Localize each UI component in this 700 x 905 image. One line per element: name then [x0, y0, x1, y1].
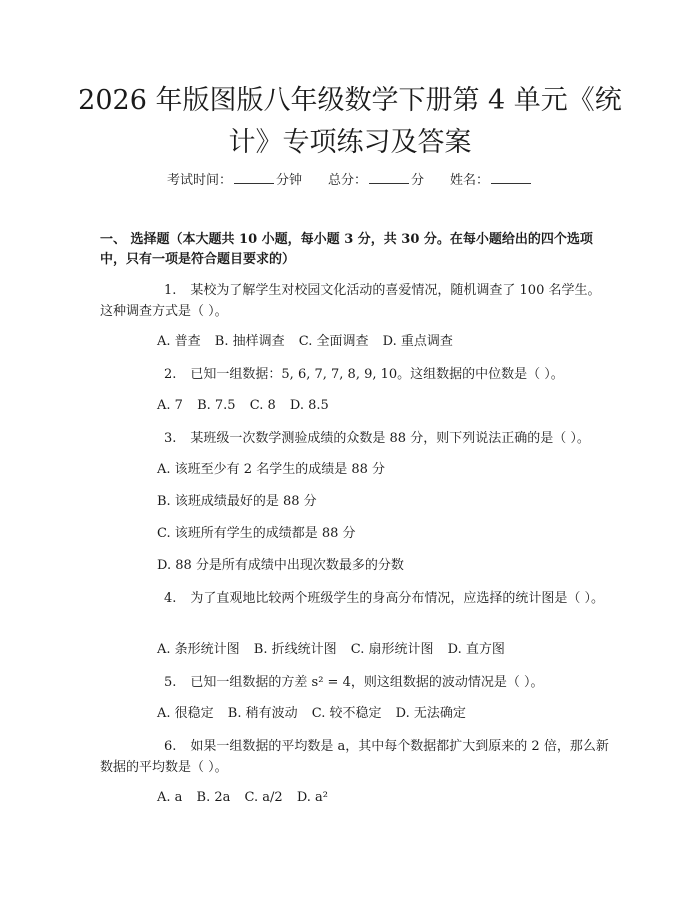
option-a: A. 很稳定	[157, 706, 214, 721]
option-a: A. 条形统计图	[157, 642, 240, 657]
question-text: 为了直观地比较两个班级学生的身高分布情况，应选择的统计图是（ ）。	[190, 591, 605, 606]
option-c: C. 8	[249, 398, 276, 413]
question-2-options	[157, 396, 617, 416]
option-a: A. a	[157, 790, 183, 805]
option-d: D. a²	[296, 790, 329, 805]
option-c: C. 扇形统计图	[350, 642, 434, 657]
score-blank	[369, 171, 409, 184]
question-3	[100, 428, 610, 449]
title-line-2: 计》专项练习及答案	[228, 127, 472, 158]
option-c: C. 较不稳定	[311, 706, 382, 721]
question-number: 5.	[164, 675, 177, 690]
question-number: 2.	[164, 367, 177, 382]
option-d: D. 8.5	[289, 398, 329, 413]
question-number: 1.	[164, 283, 177, 298]
time-unit: 分钟	[275, 173, 302, 188]
question-3-option-d: D. 88 分是所有成绩中出现次数最多的分数	[157, 558, 404, 573]
question-number: 4.	[164, 591, 177, 606]
option-b: B. 稍有波动	[227, 706, 298, 721]
question-3-option-b: B. 该班成绩最好的是 88 分	[157, 494, 317, 509]
question-4	[100, 588, 610, 609]
option-a: A. 7	[157, 398, 183, 413]
option-b: B. 折线统计图	[253, 642, 337, 657]
question-5-options	[157, 704, 617, 724]
question-2	[100, 364, 610, 385]
question-1-options	[157, 332, 617, 352]
question-4-options	[157, 640, 617, 660]
score-label: 总分：	[327, 173, 367, 188]
question-text: 某班级一次数学测验成绩的众数是 88 分，则下列说法正确的是（ ）。	[190, 431, 590, 446]
question-text: 已知一组数据：5, 6, 7, 7, 8, 9, 10。这组数据的中位数是（ ）。	[190, 367, 564, 382]
name-label: 姓名：	[450, 173, 490, 188]
question-6-options	[157, 788, 617, 808]
option-b: B. 2a	[196, 790, 231, 805]
option-a: A. 普查	[157, 334, 201, 349]
question-5	[100, 672, 610, 693]
option-b: B. 抽样调查	[214, 334, 285, 349]
time-blank	[234, 171, 274, 184]
score-unit: 分	[411, 173, 425, 188]
document-title	[60, 80, 640, 164]
question-text: 如果一组数据的平均数是 a，其中每个数据都扩大到原来的 2 倍，那么新数据的平均数是（ ）。	[100, 739, 609, 775]
option-c: C. 全面调查	[298, 334, 369, 349]
option-d: D. 直方图	[447, 642, 505, 657]
question-number: 6.	[164, 739, 177, 754]
question-number: 3.	[164, 431, 177, 446]
name-blank	[491, 171, 531, 184]
question-3-option-c: C. 该班所有学生的成绩都是 88 分	[157, 526, 356, 541]
option-d: D. 无法确定	[395, 706, 466, 721]
section-header: 一、 选择题（本大题共 10 小题，每小题 3 分，共 30 分。在每小题给出的四个选项中，只有一项是符合题目要求的）	[100, 232, 593, 267]
question-6	[100, 736, 610, 778]
question-text: 已知一组数据的方差 s² = 4，则这组数据的波动情况是（ ）。	[190, 675, 544, 690]
exam-info-line	[0, 169, 700, 188]
option-c: C. a/2	[244, 790, 283, 805]
question-1	[100, 280, 610, 322]
option-d: D. 重点调查	[382, 334, 453, 349]
question-text: 某校为了解学生对校园文化活动的喜爱情况，随机调查了 100 名学生。这种调查方式是（ ）。	[100, 283, 601, 319]
time-label: 考试时间：	[166, 173, 232, 188]
title-line-1: 2026 年版图版八年级数学下册第 4 单元《统	[78, 85, 622, 116]
question-3-option-a: A. 该班至少有 2 名学生的成绩是 88 分	[157, 462, 385, 477]
option-b: B. 7.5	[197, 398, 236, 413]
